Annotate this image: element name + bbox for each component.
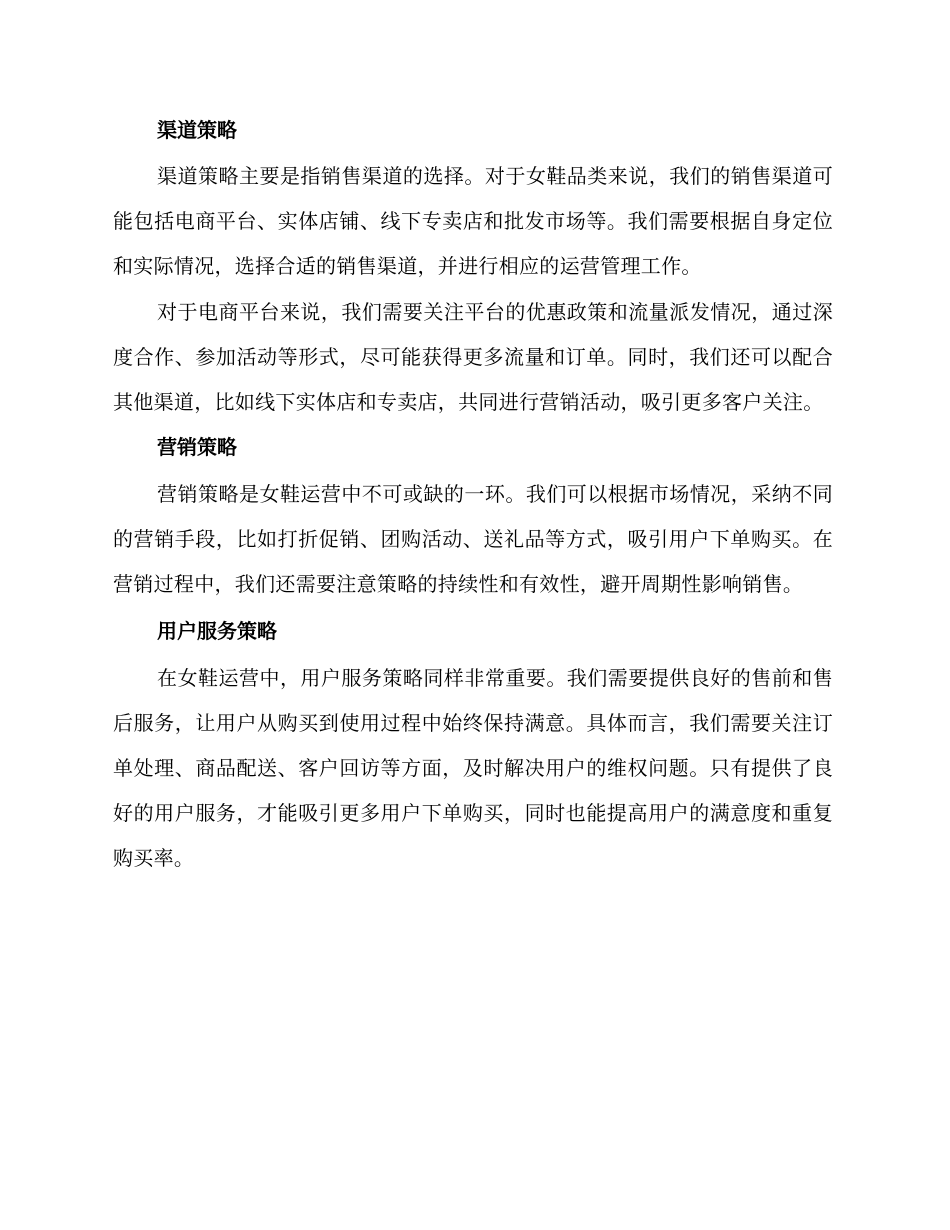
document-body xyxy=(113,108,833,881)
paragraph-channel-strategy-1: 渠道策略主要是指销售渠道的选择。对于女鞋品类来说，我们的销售渠道可能包括电商平台、实体店铺、线下专卖店和批发市场等。我们需要根据自身定位和实际情况，选择合适的销售渠道，并进行相应的运营管理工作。 xyxy=(113,164,833,278)
section-heading-channel-strategy: 渠道策略 xyxy=(157,118,237,142)
section-heading-marketing-strategy: 营销策略 xyxy=(157,435,237,459)
section-heading-user-service-strategy: 用户服务策略 xyxy=(157,619,277,643)
paragraph-channel-strategy-2: 对于电商平台来说，我们需要关注平台的优惠政策和流量派发情况，通过深度合作、参加活动等形式，尽可能获得更多流量和订单。同时，我们还可以配合其他渠道，比如线下实体店和专卖店，共同进行营销活动，吸引更多客户关注。 xyxy=(113,300,833,414)
paragraph-marketing-strategy-1: 营销策略是女鞋运营中不可或缺的一环。我们可以根据市场情况，采纳不同的营销手段，比如打折促销、团购活动、送礼品等方式，吸引用户下单购买。在营销过程中，我们还需要注意策略的持续性和有效性，避开周期性影响销售。 xyxy=(113,482,833,596)
paragraph-user-service-strategy-1: 在女鞋运营中，用户服务策略同样非常重要。我们需要提供良好的售前和售后服务，让用户从购买到使用过程中始终保持满意。具体而言，我们需要关注订单处理、商品配送、客户回访等方面，及时解决用户的维权问题。只有提供了良好的用户服务，才能吸引更多用户下单购买，同时也能提高用户的满意度和重复购买率。 xyxy=(113,666,833,870)
